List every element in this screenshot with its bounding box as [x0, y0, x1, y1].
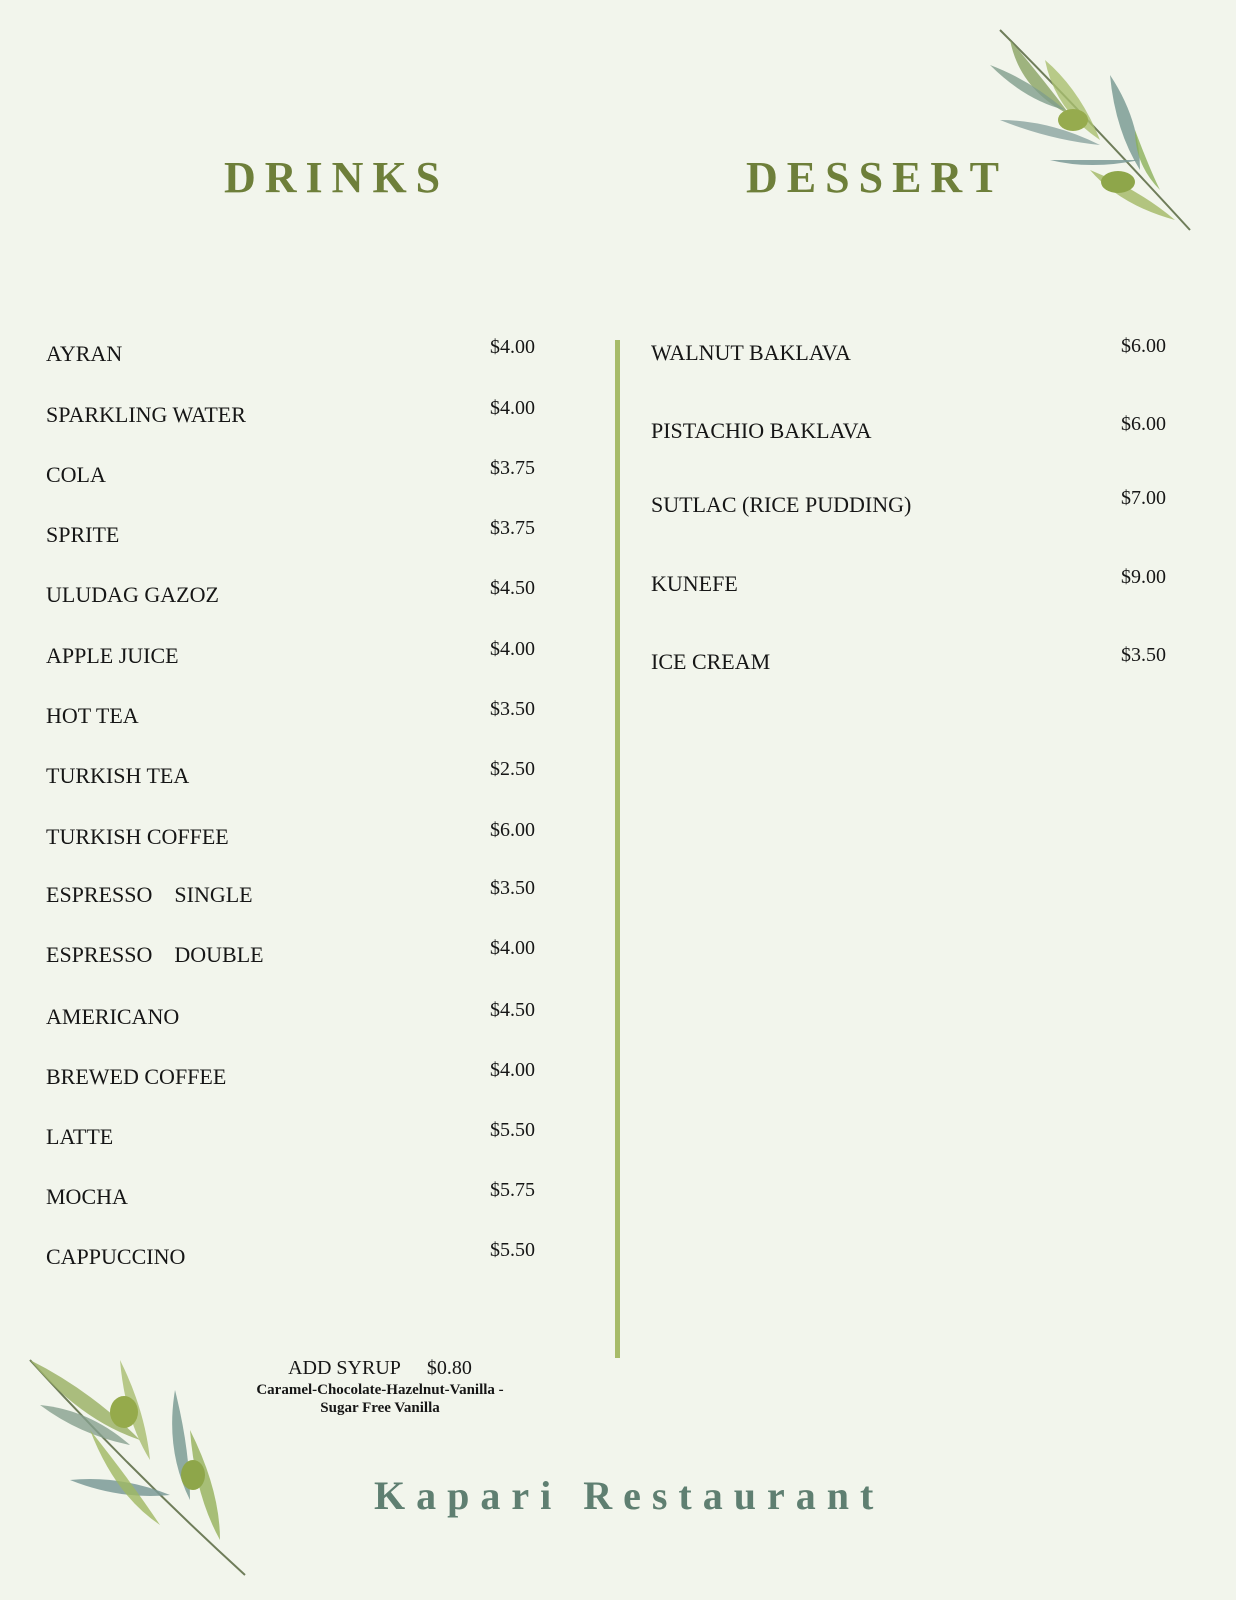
item-name: ESPRESSO SINGLE	[46, 882, 253, 907]
item-price: $3.50	[490, 877, 535, 899]
drinks-heading: DRINKS	[224, 153, 450, 202]
list-item	[46, 397, 566, 430]
item-name: TURKISH TEA	[46, 763, 190, 788]
item-price: $6.00	[490, 819, 535, 841]
dessert-heading: DESSERT	[746, 153, 1008, 202]
item-name: SPARKLING WATER	[46, 402, 246, 427]
item-name: SPRITE	[46, 522, 120, 547]
item-name: AYRAN	[46, 341, 123, 366]
item-price: $4.50	[490, 577, 535, 599]
addon-options-line2: Sugar Free Vanilla	[320, 1400, 440, 1416]
item-price: $4.00	[490, 638, 535, 660]
item-price: $7.00	[1121, 487, 1166, 509]
item-name: ULUDAG GAZOZ	[46, 582, 219, 607]
item-price: $2.50	[490, 758, 535, 780]
list-item	[651, 413, 1191, 446]
item-name: COLA	[46, 462, 106, 487]
item-name: KUNEFE	[651, 571, 738, 596]
item-name: ICE CREAM	[651, 649, 771, 674]
item-name: WALNUT BAKLAVA	[651, 340, 851, 365]
list-item	[46, 1239, 566, 1272]
olive-branch-icon	[990, 20, 1220, 240]
olive-branch-icon	[20, 1350, 260, 1580]
item-price: $4.00	[490, 336, 535, 358]
list-item	[46, 336, 566, 369]
item-name: HOT TEA	[46, 703, 139, 728]
list-item	[46, 1179, 566, 1212]
column-divider	[615, 340, 620, 1358]
list-item	[46, 457, 566, 490]
item-price: $4.00	[490, 397, 535, 419]
item-price: $9.00	[1121, 566, 1166, 588]
list-item	[46, 638, 566, 671]
list-item	[46, 1119, 566, 1152]
item-name: ESPRESSO DOUBLE	[46, 942, 264, 967]
list-item	[46, 517, 566, 550]
item-price: $4.00	[490, 937, 535, 959]
list-item	[651, 644, 1191, 677]
list-item	[46, 819, 566, 852]
list-item	[651, 487, 1191, 520]
item-name: SUTLAC (RICE PUDDING)	[651, 492, 912, 517]
list-item	[651, 335, 1191, 368]
addon-label: ADD SYRUP	[288, 1357, 401, 1379]
list-item	[46, 877, 566, 910]
item-price: $5.50	[490, 1119, 535, 1141]
list-item	[46, 698, 566, 731]
item-price: $3.50	[1121, 644, 1166, 666]
item-price: $5.50	[490, 1239, 535, 1261]
item-price: $3.75	[490, 517, 535, 539]
item-price: $4.00	[490, 1059, 535, 1081]
item-price: $6.00	[1121, 335, 1166, 357]
item-name: AMERICANO	[46, 1004, 180, 1029]
addon-options-line1: Caramel-Chocolate-Hazelnut-Vanilla -	[256, 1382, 504, 1398]
restaurant-name: Kapari Restaurant	[374, 1473, 885, 1518]
item-price: $5.75	[490, 1179, 535, 1201]
list-item	[46, 577, 566, 610]
list-item	[651, 566, 1191, 599]
list-item	[46, 999, 566, 1032]
item-name: APPLE JUICE	[46, 643, 179, 668]
item-name: CAPPUCCINO	[46, 1244, 186, 1269]
item-price: $3.50	[490, 698, 535, 720]
item-price: $3.75	[490, 457, 535, 479]
item-name: TURKISH COFFEE	[46, 824, 229, 849]
item-price: $4.50	[490, 999, 535, 1021]
item-name: LATTE	[46, 1124, 114, 1149]
item-name: PISTACHIO BAKLAVA	[651, 418, 872, 443]
addon-price: $0.80	[426, 1357, 472, 1379]
list-item	[46, 937, 566, 970]
item-name: BREWED COFFEE	[46, 1064, 227, 1089]
list-item	[46, 758, 566, 791]
item-price: $6.00	[1121, 413, 1166, 435]
item-name: MOCHA	[46, 1184, 128, 1209]
add-syrup-block	[230, 1355, 530, 1417]
list-item	[46, 1059, 566, 1092]
